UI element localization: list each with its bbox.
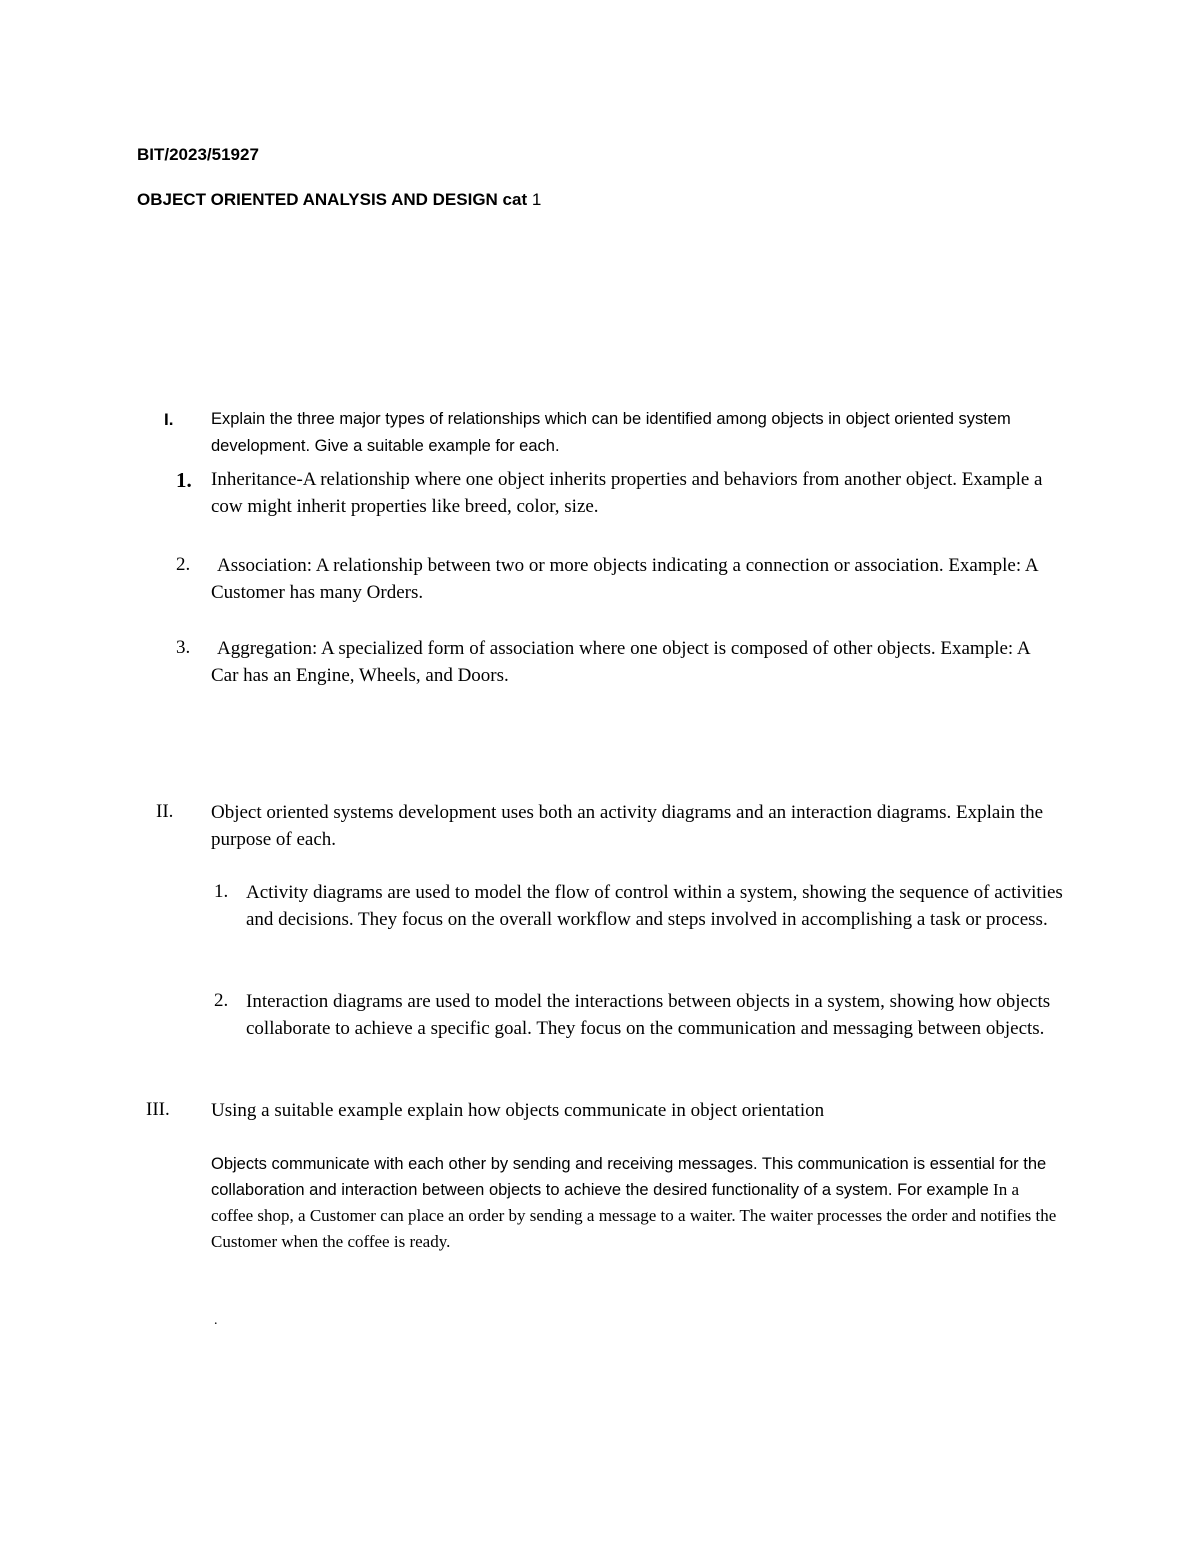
document-title-number: 1 bbox=[527, 190, 542, 209]
answer-2-2-text: Interaction diagrams are used to model the interactions between objects in a system, showing how objects collaborate to achieve a specific goal. They focus on the communication and messaging between objects. bbox=[246, 991, 1051, 1039]
answer-1-2-number: 2. bbox=[176, 554, 191, 575]
answer-2-1-number: 1. bbox=[214, 881, 229, 902]
answer-3-part-1: Objects communicate with each other by sending and receiving messages. This communication is essential for the collaboration and interaction between objects to achieve the desired functionality of a system. For example bbox=[211, 1155, 1047, 1199]
document-title bbox=[137, 190, 541, 210]
question-2-numeral: II. bbox=[156, 801, 174, 822]
answer-1-3-number: 3. bbox=[176, 637, 191, 658]
answer-1-1-text: Inheritance-A relationship where one object inherits properties and behaviors from another object. Example a cow might inherit properties like breed, color, size. bbox=[211, 469, 1043, 517]
answer-2-1-text: Activity diagrams are used to model the flow of control within a system, showing the sequence of activities and decisions. They focus on the overall workflow and steps involved in accomplishing a task or process. bbox=[246, 882, 1063, 930]
answer-3-text bbox=[211, 1151, 1061, 1255]
answer-1-3-text: Aggregation: A specialized form of association where one object is composed of other objects. Example: A Car has an Engine, Wheels, and Doors. bbox=[211, 638, 1030, 686]
answer-1-1-number: 1. bbox=[176, 468, 192, 492]
answer-1-2-text: Association: A relationship between two or more objects indicating a connection or association. Example: A Customer has many Orders. bbox=[211, 555, 1038, 603]
question-2-text: Object oriented systems development uses both an activity diagrams and an interaction diagrams. Explain the purpose of each. bbox=[211, 802, 1044, 850]
document-title-text: OBJECT ORIENTED ANALYSIS AND DESIGN cat bbox=[137, 190, 528, 209]
question-1-numeral: I. bbox=[164, 410, 174, 429]
question-3-numeral: III. bbox=[146, 1099, 170, 1120]
question-1-text: Explain the three major types of relationships which can be identified among objects in object oriented system development. Give a suitable example for each. bbox=[211, 410, 1011, 455]
answer-3-part-2: In a coffee shop, a Customer can place an order by sending a message to a waiter. The waiter processes the order and notifies the Customer when the coffee is ready. bbox=[211, 1180, 1057, 1251]
student-id: BIT/2023/51927 bbox=[137, 145, 259, 164]
question-3-text: Using a suitable example explain how objects communicate in object orientation bbox=[211, 1100, 825, 1121]
trailing-mark: . bbox=[214, 1313, 218, 1328]
answer-2-2-number: 2. bbox=[214, 990, 229, 1011]
